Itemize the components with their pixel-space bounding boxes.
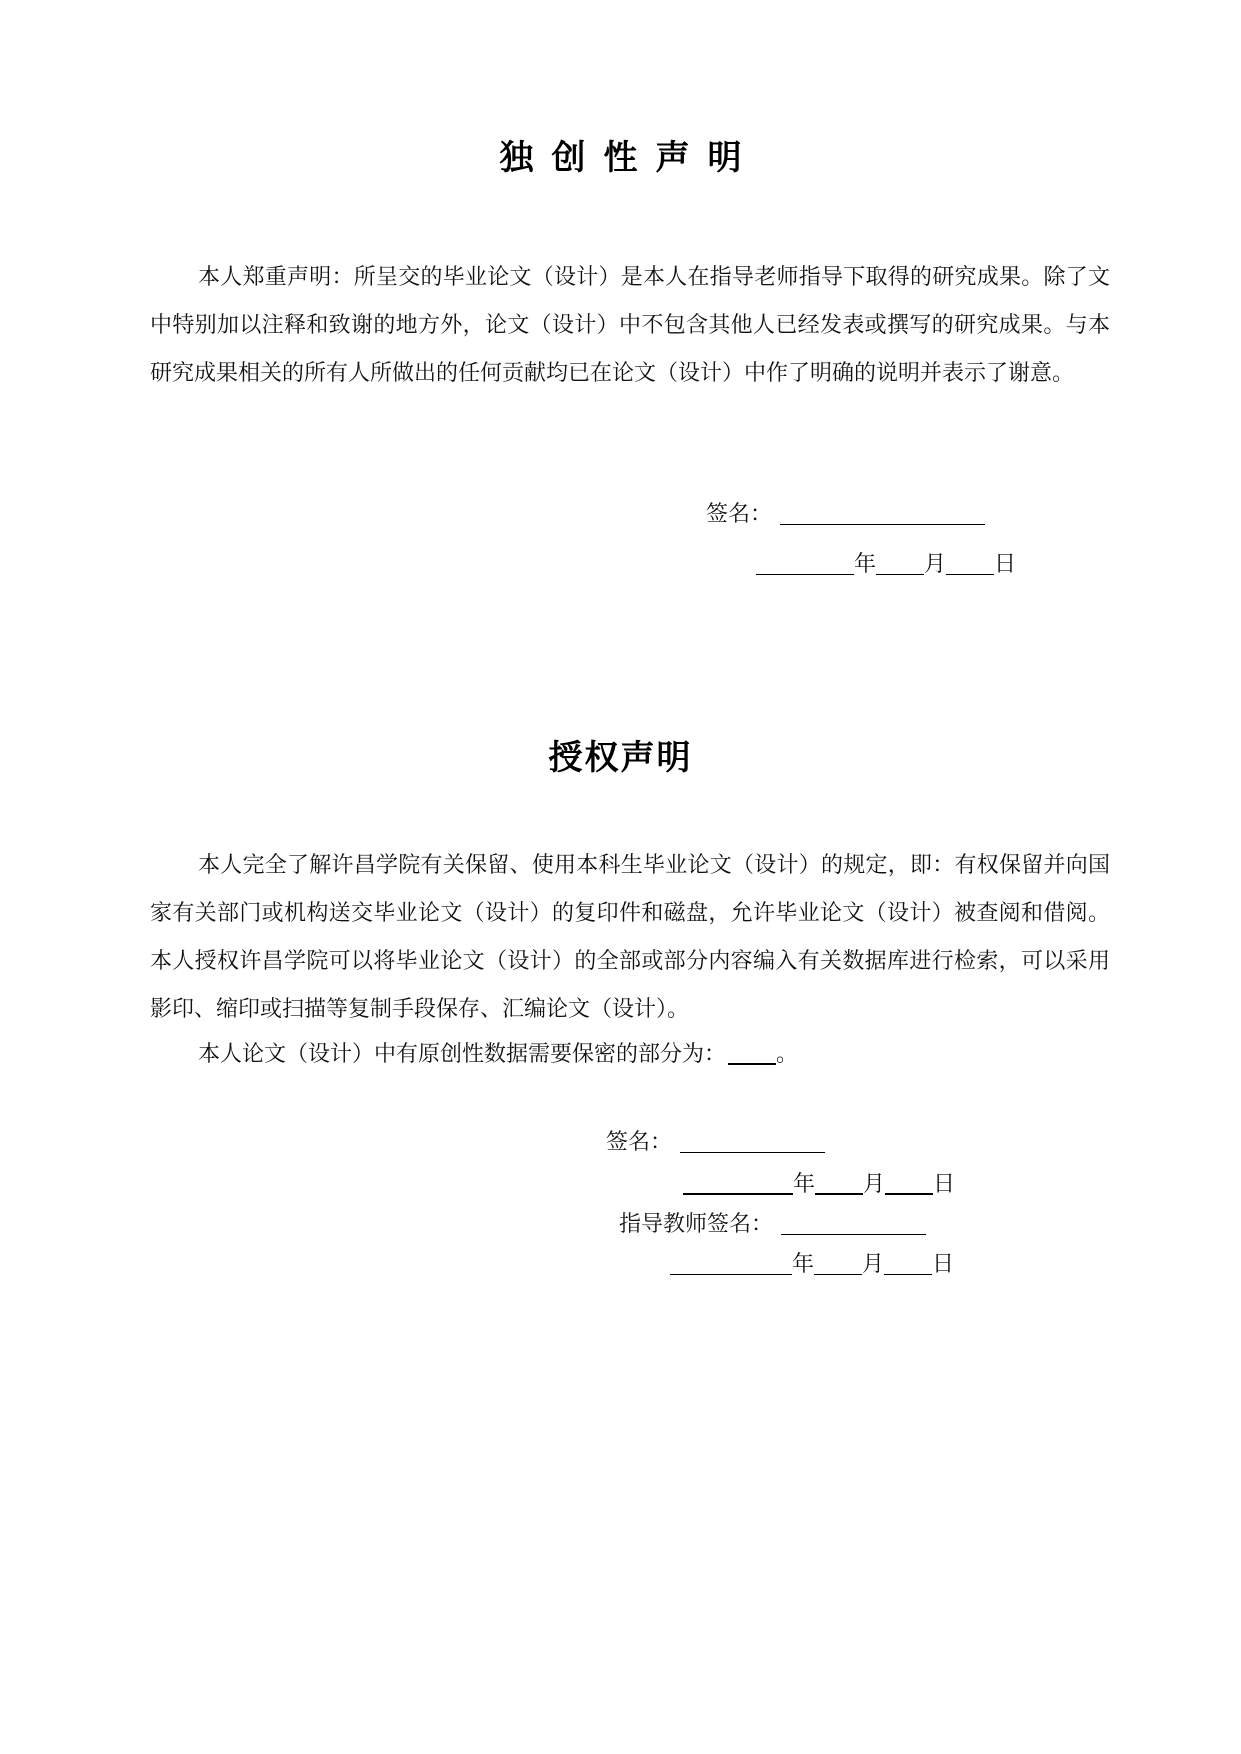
confidential-field[interactable] (728, 1041, 776, 1065)
advisor-year-label: 年 (792, 1252, 815, 1277)
originality-body: 本人郑重声明：所呈交的毕业论文（设计）是本人在指导老师指导下取得的研究成果。除了文中特别加以注释和致谢的地方外，论文（设计）中不包含其他人已经发表或撰写的研究成果。与本研究成果相关的所有人所做出的任何贡献均已在论文（设计）中作了明确的说明并表示了谢意。 (150, 265, 1110, 386)
confidential-suffix: 。 (776, 1042, 799, 1067)
originality-signature-label: 签名： (706, 502, 773, 527)
advisor-date-line (670, 1250, 954, 1280)
author-signature-label: 签名： (606, 1130, 673, 1155)
originality-date-line (756, 550, 1016, 580)
advisor-day-field[interactable] (884, 1252, 932, 1275)
advisor-day-label: 日 (932, 1252, 955, 1277)
author-year-label: 年 (793, 1172, 816, 1197)
author-day-field[interactable] (885, 1171, 933, 1195)
author-signature-field[interactable] (680, 1130, 825, 1153)
author-month-label: 月 (863, 1172, 886, 1197)
originality-month-field[interactable] (876, 552, 924, 575)
advisor-year-field[interactable] (670, 1252, 792, 1275)
author-day-label: 日 (933, 1172, 956, 1197)
originality-signature-line (706, 500, 985, 530)
originality-title: 独创性声明 (499, 138, 760, 178)
advisor-signature-label: 指导教师签名： (619, 1212, 774, 1237)
authorization-body: 本人完全了解许昌学院有关保留、使用本科生毕业论文（设计）的规定，即：有权保留并向国家有关部门或机构送交毕业论文（设计）的复印件和磁盘，允许毕业论文（设计）被查阅和借阅。本人授权许昌学院可以将毕业论文（设计）的全部或部分内容编入有关数据库进行检索，可以采用影印、缩印或扫描等复制手段保存、汇编论文（设计）。 (150, 853, 1110, 1022)
author-date-line (683, 1170, 955, 1200)
originality-day-field[interactable] (946, 552, 994, 575)
originality-year-label: 年 (854, 552, 877, 577)
advisor-month-label: 月 (862, 1252, 885, 1277)
confidential-line (198, 1040, 798, 1070)
author-signature-line (606, 1128, 825, 1158)
originality-day-label: 日 (994, 552, 1017, 577)
originality-signature-field[interactable] (780, 502, 985, 525)
advisor-signature-field[interactable] (781, 1212, 926, 1235)
confidential-prefix: 本人论文（设计）中有原创性数据需要保密的部分为： (198, 1042, 727, 1067)
advisor-signature-line (619, 1210, 926, 1240)
author-year-field[interactable] (683, 1171, 793, 1195)
originality-month-label: 月 (924, 552, 947, 577)
originality-year-field[interactable] (756, 552, 854, 575)
author-month-field[interactable] (815, 1171, 863, 1195)
authorization-title: 授权声明 (548, 738, 693, 778)
advisor-month-field[interactable] (814, 1252, 862, 1275)
